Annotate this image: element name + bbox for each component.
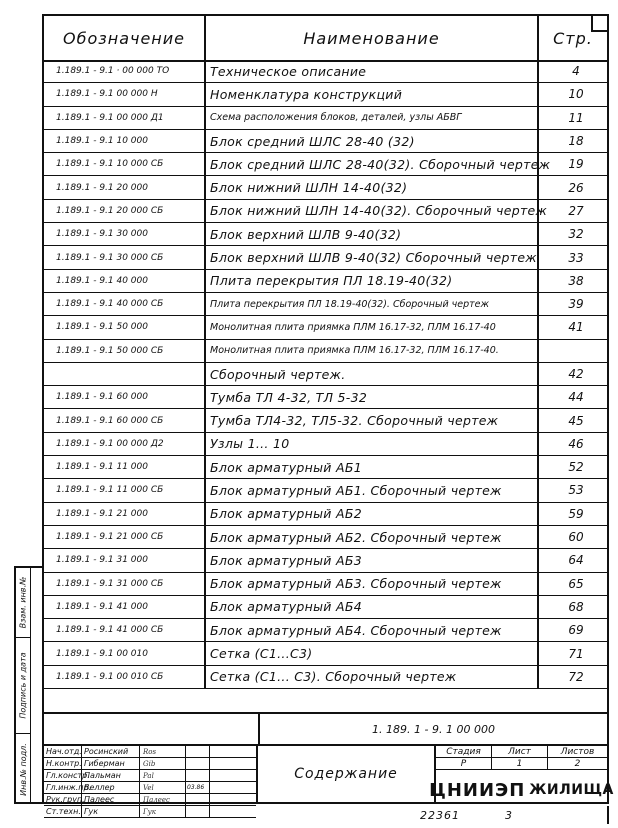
table-row — [44, 479, 607, 502]
row-page: 18 — [568, 134, 584, 149]
table-row — [44, 83, 607, 106]
row-page: 45 — [568, 413, 584, 428]
row-page: 44 — [568, 390, 584, 405]
row-name: Сетка (С1... С3). Сборочный чертеж — [206, 666, 539, 688]
signature-name: Палеес — [82, 794, 140, 805]
side-strip-col — [30, 568, 44, 802]
signature-spare — [210, 806, 256, 817]
row-designation: 1.189.1 - 9.1 10 000 — [44, 130, 206, 152]
table-row — [44, 107, 607, 130]
row-designation: 1.189.1 - 9.1 60 000 СБ — [44, 409, 206, 431]
row-name: Блок арматурный АБ4. Сборочный чертеж — [206, 619, 539, 641]
signature-date — [186, 746, 210, 757]
row-name: Техническое описание — [206, 60, 539, 82]
signature-date — [186, 770, 210, 781]
signature-name: Веллер — [82, 782, 140, 793]
row-designation: 1.189.1 - 9.1 00 000 Д2 — [44, 433, 206, 455]
row-name: Блок арматурный АБ4 — [206, 596, 539, 618]
header-name: Наименование — [206, 16, 539, 60]
signature-date — [186, 806, 210, 817]
sheet-value: 1 — [492, 758, 548, 769]
sheets-label: Листов — [560, 746, 595, 757]
side-sign-date — [16, 638, 30, 734]
table-row — [44, 433, 607, 456]
title-block-title: Содержание — [258, 744, 434, 802]
row-page: 4 — [572, 64, 580, 79]
table-row — [44, 409, 607, 432]
row-page: 11 — [568, 110, 584, 125]
row-page: 52 — [568, 460, 584, 475]
row-name: Блок арматурный АБ3. Сборочный чертеж — [206, 573, 539, 595]
side-inv-sub — [16, 568, 30, 638]
row-name: Схема расположения блоков, деталей, узлы АБВГ — [206, 107, 539, 129]
signature-row — [44, 770, 256, 782]
row-name: Сетка (С1...С3) — [206, 642, 539, 664]
stage-label: Стадия — [436, 746, 492, 757]
row-page: 33 — [568, 250, 584, 265]
signature-spare — [210, 782, 256, 793]
signature-spare — [210, 770, 256, 781]
side-strip — [14, 566, 42, 804]
signature-name: Пальман — [82, 770, 140, 781]
row-designation: 1.189.1 - 9.1 00 000 Д1 — [44, 107, 206, 129]
row-name: Блок нижний ШЛН 14-40(32). Сборочный чертеж — [206, 200, 539, 222]
row-designation: 1.189.1 - 9.1 00 010 СБ — [44, 666, 206, 688]
side-inv-sub-label: Взам. инв.№ — [18, 576, 28, 629]
side-inv-orig — [16, 734, 30, 804]
row-designation: 1.189.1 - 9.1 11 000 — [44, 456, 206, 478]
signature-role: Н.контр. — [46, 759, 82, 768]
row-designation: 1.189.1 - 9.1 60 000 — [44, 386, 206, 408]
signature-mark: Vel — [140, 782, 186, 793]
table-row — [44, 270, 607, 293]
signature-mark: Gib — [140, 758, 186, 769]
row-name: Блок арматурный АБ3 — [206, 549, 539, 571]
signature-spare — [210, 758, 256, 769]
signature-role: Рук.груп. — [46, 795, 85, 804]
table-row — [44, 526, 607, 549]
row-page: 69 — [568, 623, 584, 638]
table-row — [44, 176, 607, 199]
row-page: 10 — [568, 87, 584, 102]
table-row — [44, 316, 607, 339]
header-page: Стр. — [553, 28, 593, 48]
row-name: Блок арматурный АБ1. Сборочный чертеж — [206, 479, 539, 501]
signature-mark: Ros — [140, 746, 186, 757]
row-designation: 1.189.1 - 9.1 31 000 — [44, 549, 206, 571]
row-page: 53 — [568, 483, 584, 498]
row-name: Блок арматурный АБ2. Сборочный чертеж — [206, 526, 539, 548]
title-block-doc-code: 1. 189. 1 - 9. 1 00 000 — [258, 714, 607, 745]
row-name: Блок арматурный АБ1 — [206, 456, 539, 478]
signature-row — [44, 794, 256, 806]
row-designation: 1.189.1 - 9.1 20 000 — [44, 176, 206, 198]
row-page: 72 — [568, 669, 584, 684]
sheet-label: Лист — [492, 746, 548, 757]
row-page: 41 — [568, 320, 584, 335]
table-row — [44, 223, 607, 246]
row-designation: 1.189.1 - 9.1 50 000 — [44, 316, 206, 338]
row-page: 71 — [568, 646, 584, 661]
row-designation: 1.189.1 - 9.1 11 000 СБ — [44, 479, 206, 501]
organization — [429, 770, 614, 810]
row-name: Монолитная плита приямка ПЛМ 16.17-32, ПЛМ 16.17-40 — [206, 316, 539, 338]
row-name: Блок средний ШЛС 28-40 (32) — [206, 130, 539, 152]
row-page: 39 — [568, 297, 584, 312]
stage-value: Р — [436, 758, 492, 769]
row-name: Блок арматурный АБ2 — [206, 503, 539, 525]
row-name: Тумба ТЛ4-32, ТЛ5-32. Сборочный чертеж — [206, 409, 539, 431]
signature-mark: Гук — [140, 806, 186, 817]
table-row — [44, 642, 607, 665]
signature-mark: Pal — [140, 770, 186, 781]
signature-name: Росинский — [82, 746, 140, 757]
table-row — [44, 60, 607, 83]
row-designation: 1.189.1 - 9.1 · 00 000 ТО — [44, 60, 206, 82]
table-row — [44, 200, 607, 223]
archive-number: 22361 — [420, 809, 460, 822]
signature-row — [44, 746, 256, 758]
side-sign-date-label: Подпись и дата — [18, 652, 28, 719]
table-row — [44, 130, 607, 153]
table-row — [44, 153, 607, 176]
row-page: 65 — [568, 576, 584, 591]
signature-row — [44, 782, 256, 794]
signature-role: Ст.техн. — [46, 807, 81, 816]
signature-table — [44, 744, 258, 816]
sheets-value: 2 — [574, 758, 581, 769]
header-designation: Обозначение — [44, 16, 206, 60]
signature-date: 03.86 — [186, 782, 210, 793]
table-row — [44, 293, 607, 316]
row-name: Блок средний ШЛС 28-40(32). Сборочный чертеж — [206, 153, 539, 175]
signature-spare — [210, 794, 256, 805]
table-row — [44, 573, 607, 596]
title-block-stage — [429, 744, 614, 802]
row-page — [539, 340, 607, 362]
row-name: Монолитная плита приямка ПЛМ 16.17-32, ПЛМ 16.17-40. — [206, 340, 539, 362]
signature-row — [44, 806, 256, 818]
row-name: Номенклатура конструкций — [206, 83, 539, 105]
row-designation: 1.189.1 - 9.1 30 000 СБ — [44, 246, 206, 268]
table-row — [44, 456, 607, 479]
row-designation: 1.189.1 - 9.1 21 000 СБ — [44, 526, 206, 548]
row-name: Узлы 1... 10 — [206, 433, 539, 455]
org-small: ЖИЛИЩА — [529, 782, 614, 798]
row-designation: 1.189.1 - 9.1 30 000 — [44, 223, 206, 245]
signature-role: Гл.инж.пр. — [46, 783, 92, 792]
table-header — [44, 16, 607, 62]
signature-date — [186, 794, 210, 805]
signature-row — [44, 758, 256, 770]
row-page: 27 — [568, 203, 584, 218]
org-big: ЦНИИЭП — [429, 779, 526, 801]
row-page: 42 — [568, 367, 584, 381]
side-inv-orig-label: Инв.№ подл. — [18, 742, 28, 796]
signature-role: Нач.отд. — [46, 747, 82, 756]
row-page: 26 — [568, 180, 584, 195]
signature-date — [186, 758, 210, 769]
row-page: 59 — [568, 506, 584, 521]
table-row — [44, 340, 607, 363]
row-name: Плита перекрытия ПЛ 18.19-40(32) — [206, 270, 539, 292]
row-page: 38 — [568, 273, 584, 288]
edge-tick — [607, 806, 609, 824]
table-row — [44, 246, 607, 269]
row-designation: 1.189.1 - 9.1 00 010 — [44, 642, 206, 664]
table-row — [44, 503, 607, 526]
row-designation: 1.189.1 - 9.1 40 000 СБ — [44, 293, 206, 315]
row-designation: 1.189.1 - 9.1 10 000 СБ — [44, 153, 206, 175]
table-body — [44, 60, 607, 689]
row-name: Плита перекрытия ПЛ 18.19-40(32). Сборочный чертеж — [206, 293, 539, 315]
row-designation: 1.189.1 - 9.1 50 000 СБ — [44, 340, 206, 362]
row-designation: 1.189.1 - 9.1 21 000 — [44, 503, 206, 525]
page-number: 3 — [505, 809, 512, 822]
table-row — [44, 363, 607, 386]
row-page: 46 — [568, 436, 584, 451]
table-row — [44, 596, 607, 619]
row-name: Сборочный чертеж. — [206, 363, 539, 385]
table-row — [44, 666, 607, 689]
row-designation: 1.189.1 - 9.1 41 000 — [44, 596, 206, 618]
row-name: Блок верхний ШЛВ 9-40(32) — [206, 223, 539, 245]
signature-name: Гиберман — [82, 758, 140, 769]
row-name: Тумба ТЛ 4-32, ТЛ 5-32 — [206, 386, 539, 408]
row-designation — [44, 363, 206, 385]
signature-spare — [210, 746, 256, 757]
row-page: 60 — [568, 530, 584, 545]
table-row — [44, 549, 607, 572]
table-row — [44, 386, 607, 409]
row-page: 32 — [568, 227, 584, 242]
row-designation: 1.189.1 - 9.1 20 000 СБ — [44, 200, 206, 222]
signature-mark: Палеес — [140, 794, 186, 805]
row-name: Блок верхний ШЛВ 9-40(32) Сборочный чертеж — [206, 246, 539, 268]
row-page: 64 — [568, 553, 584, 568]
row-designation: 1.189.1 - 9.1 31 000 СБ — [44, 573, 206, 595]
row-page: 19 — [568, 157, 584, 172]
table-row — [44, 619, 607, 642]
signature-name: Гук — [82, 806, 140, 817]
signature-role: Гл.констр. — [46, 771, 90, 780]
row-designation: 1.189.1 - 9.1 00 000 Н — [44, 83, 206, 105]
row-page: 68 — [568, 599, 584, 614]
row-designation: 1.189.1 - 9.1 41 000 СБ — [44, 619, 206, 641]
row-name: Блок нижний ШЛН 14-40(32) — [206, 176, 539, 198]
row-designation: 1.189.1 - 9.1 40 000 — [44, 270, 206, 292]
